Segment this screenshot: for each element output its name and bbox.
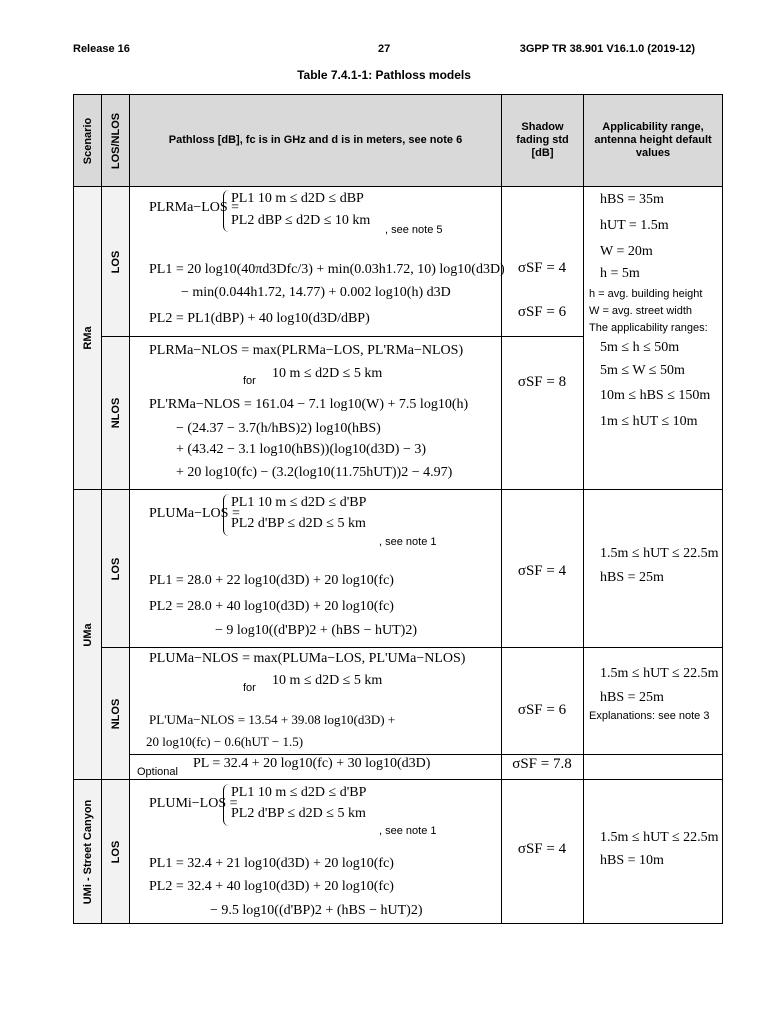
rma-los-label: LOS — [101, 186, 130, 337]
uma-los-pl-definition: PLUMa−LOS = — [149, 506, 240, 521]
uma-nlos-eq2: 20 log10(fc) − 0.6(hUT − 1.5) — [146, 734, 304, 749]
rma-range-hbs: hBS = 35m — [600, 192, 664, 207]
umi-los-pl-definition: PLUMi−LOS = — [149, 796, 238, 811]
table-title: Table 7.4.1-1: Pathloss models — [297, 68, 471, 82]
umi-applicability-cell — [583, 779, 723, 924]
uma-optional-label: Optional — [137, 766, 178, 778]
rma-los-sigma2: σSF = 6 — [517, 304, 567, 320]
uma-los-range-hbs: hBS = 25m — [600, 570, 664, 585]
uma-los-note: , see note 1 — [379, 536, 437, 548]
header-spec: 3GPP TR 38.901 V16.1.0 (2019-12) — [519, 43, 695, 55]
uma-nlos-sigma: σSF = 6 — [517, 702, 567, 718]
uma-los-range-hut: 1.5m ≤ hUT ≤ 22.5m — [600, 546, 719, 561]
scenario-rma: RMa — [73, 186, 102, 490]
rma-nlos-eq2: − (24.37 − 3.7(h/hBS)2) log10(hBS) — [176, 421, 381, 436]
rma-range-w: W = 20m — [600, 244, 653, 259]
umi-los-case1: PL1 10 m ≤ d2D ≤ d'BP — [231, 785, 367, 800]
rma-range-hbs-limits: 10m ≤ hBS ≤ 150m — [600, 388, 711, 403]
umi-los-case2: PL2 d'BP ≤ d2D ≤ 5 km — [231, 806, 366, 821]
page-number: 27 — [378, 43, 391, 55]
uma-los-sigma: σSF = 4 — [517, 563, 567, 579]
rma-nlos-pl-definition: PLRMa−NLOS = max(PLRMa−LOS, PL'RMa−NLOS) — [149, 343, 464, 358]
uma-los-case2: PL2 d'BP ≤ d2D ≤ 5 km — [231, 516, 366, 531]
rma-nlos-eq3: + (43.42 − 3.1 log10(hBS))(log10(d3D) − 3) — [176, 442, 426, 457]
umi-los-eq2b: − 9.5 log10((d'BP)2 + (hBS − hUT)2) — [210, 903, 423, 918]
rma-los-pl-definition: PLRMa−LOS = — [149, 200, 240, 215]
col-header-shadow-fading: Shadow fading std [dB] — [501, 94, 584, 187]
rma-range-hut-limits: 1m ≤ hUT ≤ 10m — [600, 414, 698, 429]
rma-los-sigma1: σSF = 4 — [517, 260, 567, 276]
rma-note-h: h = avg. building height — [589, 288, 703, 300]
uma-nlos-label: NLOS — [101, 647, 130, 780]
rma-nlos-label: NLOS — [101, 336, 130, 490]
uma-los-eq1: PL1 = 28.0 + 22 log10(d3D) + 20 log10(fc) — [149, 573, 394, 588]
uma-optional-applicability-cell — [583, 754, 723, 780]
rma-range-w-limits: 5m ≤ W ≤ 50m — [600, 363, 685, 378]
umi-los-brace — [223, 784, 229, 826]
uma-los-applicability-cell — [583, 489, 723, 648]
umi-range-hut: 1.5m ≤ hUT ≤ 22.5m — [600, 830, 719, 845]
rma-nlos-for: for — [243, 375, 256, 387]
uma-nlos-eq1: PL'UMa−NLOS = 13.54 + 39.08 log10(d3D) + — [149, 712, 396, 727]
rma-los-eq1b: − min(0.044h1.72, 14.77) + 0.002 log10(h) d3D — [181, 285, 451, 300]
uma-los-brace — [223, 494, 229, 536]
rma-nlos-sigma: σSF = 8 — [517, 374, 567, 390]
uma-los-eq2a: PL2 = 28.0 + 40 log10(d3D) + 20 log10(fc) — [149, 599, 394, 614]
pathloss-table — [73, 94, 723, 924]
umi-range-hbs: hBS = 10m — [600, 853, 664, 868]
rma-los-case2: PL2 dBP ≤ d2D ≤ 10 km — [231, 213, 371, 228]
uma-nlos-range-hut: 1.5m ≤ hUT ≤ 22.5m — [600, 666, 719, 681]
uma-nlos-shadow-cell — [501, 647, 584, 755]
rma-los-eq2: PL2 = PL1(dBP) + 40 log10(d3D/dBP) — [149, 311, 370, 326]
rma-los-brace — [223, 190, 229, 232]
uma-nlos-range-hbs: hBS = 25m — [600, 690, 664, 705]
uma-optional-sigma: σSF = 7.8 — [512, 756, 572, 772]
rma-nlos-eq1: PL'RMa−NLOS = 161.04 − 7.1 log10(W) + 7.5 log10(h) — [149, 397, 469, 412]
umi-los-note: , see note 1 — [379, 825, 437, 837]
umi-los-eq2a: PL2 = 32.4 + 40 log10(d3D) + 20 log10(fc) — [149, 879, 394, 894]
uma-optional-eq: PL = 32.4 + 20 log10(fc) + 30 log10(d3D) — [193, 756, 431, 771]
uma-nlos-condition: 10 m ≤ d2D ≤ 5 km — [272, 673, 383, 688]
rma-nlos-condition: 10 m ≤ d2D ≤ 5 km — [272, 366, 383, 381]
rma-los-case1: PL1 10 m ≤ d2D ≤ dBP — [231, 191, 364, 206]
umi-los-sigma: σSF = 4 — [517, 841, 567, 857]
rma-note-ranges: The applicability ranges: — [589, 322, 708, 334]
rma-los-note: , see note 5 — [385, 224, 443, 236]
uma-nlos-pl-definition: PLUMa−NLOS = max(PLUMa−LOS, PL'UMa−NLOS) — [149, 651, 466, 666]
uma-los-case1: PL1 10 m ≤ d2D ≤ d'BP — [231, 495, 367, 510]
rma-nlos-eq4: + 20 log10(fc) − (3.2(log10(11.75hUT))2 − 4.97) — [176, 465, 453, 480]
col-header-applicability: Applicability range, antenna height default values — [583, 94, 723, 187]
rma-range-h: h = 5m — [600, 266, 640, 281]
header-release: Release 16 — [73, 43, 130, 55]
rma-range-h-limits: 5m ≤ h ≤ 50m — [600, 340, 680, 355]
col-header-pathloss: Pathloss [dB], fc is in GHz and d is in meters, see note 6 — [129, 94, 502, 187]
scenario-umi: UMi - Street Canyon — [73, 779, 102, 924]
rma-nlos-shadow-cell — [501, 336, 584, 490]
col-header-los-nlos: LOS/NLOS — [101, 94, 130, 187]
rma-range-hut: hUT = 1.5m — [600, 218, 669, 233]
uma-nlos-range-note: Explanations: see note 3 — [589, 710, 710, 722]
rma-los-eq1a: PL1 = 20 log10(40πd3Dfc/3) + min(0.03h1.72, 10) log10(d3D) — [149, 262, 505, 277]
col-header-scenario: Scenario — [73, 94, 102, 187]
rma-note-w: W = avg. street width — [589, 305, 693, 317]
uma-los-label: LOS — [101, 489, 130, 648]
uma-nlos-for: for — [243, 682, 256, 694]
umi-los-eq1: PL1 = 32.4 + 21 log10(d3D) + 20 log10(fc) — [149, 856, 394, 871]
scenario-uma: UMa — [73, 489, 102, 780]
uma-los-eq2b: − 9 log10((d'BP)2 + (hBS − hUT)2) — [215, 623, 417, 638]
umi-los-label: LOS — [101, 779, 130, 924]
